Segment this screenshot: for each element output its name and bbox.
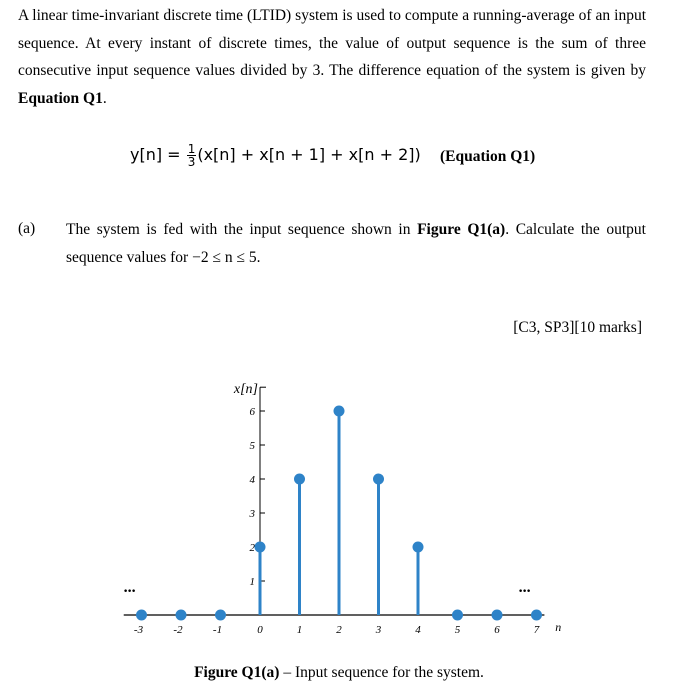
x-tick-label: -3	[133, 624, 144, 636]
intro-paragraph	[18, 2, 646, 112]
stem-marker	[255, 542, 266, 553]
y-tick-label: 6	[249, 406, 255, 418]
eq-frac-den: 3	[187, 155, 196, 169]
x-tick-label: 3	[375, 624, 382, 636]
eq-lhs: y[n] =	[130, 145, 181, 164]
x-tick-label: 7	[533, 624, 540, 636]
caption-text: – Input sequence for the system.	[279, 664, 484, 681]
x-tick-label: -1	[212, 624, 223, 636]
eq-frac-num: 1	[187, 142, 196, 156]
stem-marker	[215, 610, 226, 621]
y-tick-label: 1	[249, 576, 255, 588]
difference-equation	[130, 143, 421, 168]
x-tick-label: 5	[454, 624, 461, 636]
intro-equation-ref: Equation Q1	[18, 89, 103, 107]
x-tick-label: -2	[173, 624, 183, 636]
y-tick-label: 2	[249, 542, 255, 554]
intro-end: .	[102, 89, 107, 107]
stem-marker	[531, 610, 542, 621]
stem-marker	[492, 610, 503, 621]
x-tick-label: 4	[415, 624, 421, 636]
question-label: (a)	[18, 220, 36, 237]
stem-marker	[452, 610, 463, 621]
marks-label: [C3, SP3][10 marks]	[513, 319, 642, 336]
stem-marker	[136, 610, 147, 621]
y-tick-label: 5	[249, 440, 255, 452]
stem-marker	[334, 406, 345, 417]
stem-marker	[176, 610, 187, 621]
question-text-2: . Calculate the output sequence values for −2 ≤ n ≤ 5.	[66, 221, 646, 266]
eq-fraction	[187, 143, 197, 168]
x-tick-label: 2	[336, 624, 342, 636]
stem-marker	[373, 474, 384, 485]
eq-rhs: (x[n] + x[n + 1] + x[n + 2])	[197, 145, 421, 164]
y-tick-label: 4	[249, 474, 255, 486]
x-axis-label: n	[555, 620, 562, 634]
x-tick-label: 6	[494, 624, 500, 636]
x-tick-label: 1	[296, 624, 303, 636]
x-tick-label: 0	[257, 624, 263, 636]
equation-tag: (Equation Q1)	[440, 148, 536, 165]
caption-figure-ref: Figure Q1(a)	[194, 664, 280, 681]
stem-marker	[294, 474, 305, 485]
figure-caption	[0, 664, 678, 682]
intro-text: A linear time-invariant discrete time (LTID) system is used to compute a running-average of an input sequence. At every instant of discrete times, the value of output sequence is the sum of three consecutive input sequence values divided by 3. The difference equation of the system is given by	[18, 7, 646, 79]
y-tick-label: 3	[249, 508, 255, 520]
stem-marker	[413, 542, 424, 553]
stem-plot	[0, 350, 678, 655]
ellipsis-left: ...	[123, 579, 136, 596]
question-figure-ref: Figure Q1(a)	[417, 221, 506, 238]
question-text	[66, 216, 646, 272]
ellipsis-right: ...	[518, 579, 531, 596]
question-text-1: The system is fed with the input sequence shown in	[66, 221, 418, 238]
y-axis-label: x[n]	[233, 382, 258, 398]
